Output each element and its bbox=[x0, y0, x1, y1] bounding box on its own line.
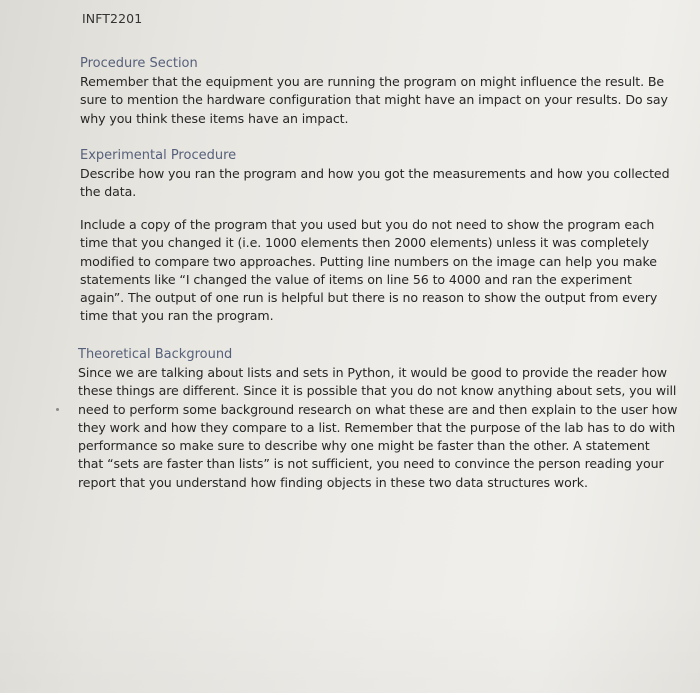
program-copy-paragraph bbox=[80, 216, 670, 326]
experimental-procedure-body: Describe how you ran the program and how you got the measurements and how you collected the data. bbox=[80, 166, 670, 200]
experimental-procedure-body-2: Include a copy of the program that you used but you do not need to show the program each time that you changed it (i.e. 1000 elements then 2000 elements) unless it was completely modified to compare two approaches. Putting line numbers on the image can help you make statements like “I changed the value of items on line 56 to 4000 and ran the experiment again”. The output of one run is helpful but there is no reason to show the output from every time that you ran the program. bbox=[80, 217, 658, 324]
page-shadow bbox=[0, 600, 700, 693]
theoretical-background-body: Since we are talking about lists and sets in Python, it would be good to provide the reader how these things are different. Since it is possible that you do not know anything about sets, you will need to perform some background research on what these are and then explain to the user how they work and how they compare to a list. Remember that the purpose of the lab has to do with performance so make sure to describe why one might be faster than the other. A statement that “sets are faster than lists” is not sufficient, you need to convince the person reading your report that you understand how finding objects in these two data structures work. bbox=[78, 365, 678, 490]
experimental-procedure-section bbox=[80, 147, 670, 202]
theoretical-background-title: Theoretical Background bbox=[78, 347, 233, 362]
theoretical-background-section bbox=[78, 346, 678, 492]
experimental-procedure-title: Experimental Procedure bbox=[80, 148, 237, 163]
procedure-section bbox=[80, 55, 670, 128]
procedure-section-title: Procedure Section bbox=[80, 56, 198, 71]
stray-mark bbox=[56, 408, 59, 411]
course-code-header: INFT2201 bbox=[82, 11, 143, 26]
procedure-section-body: Remember that the equipment you are running the program on might influence the result. Be sure to mention the hardware configuration that might have an impact on your results. Do say why you think these items have an impact. bbox=[80, 74, 668, 126]
